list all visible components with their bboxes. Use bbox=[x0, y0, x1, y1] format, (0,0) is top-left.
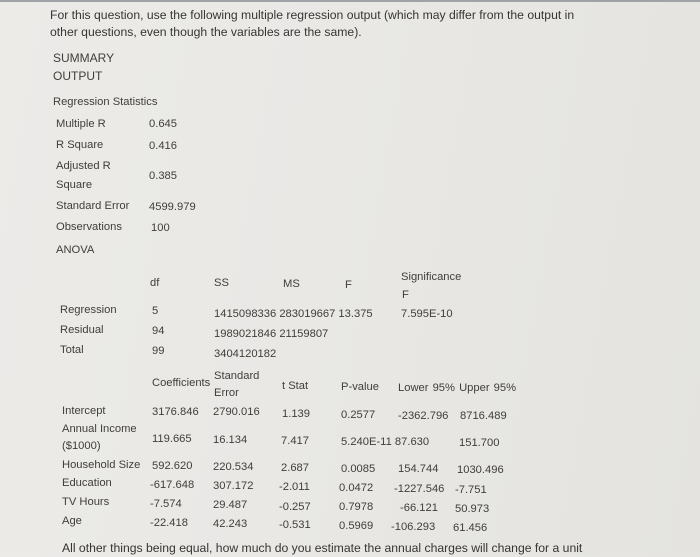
coef-row-label-annual-income-1: Annual Income bbox=[62, 423, 137, 435]
coef-income-p-lower: 5.240E-11 87.630 bbox=[341, 436, 430, 448]
coef-age-upper: 61.456 bbox=[453, 522, 488, 534]
anova-header-ss: SS bbox=[214, 277, 229, 289]
anova-total-ss: 3404120182 bbox=[214, 348, 277, 360]
coef-row-label-education: Education bbox=[62, 477, 112, 489]
coef-row-label-intercept: Intercept bbox=[62, 405, 106, 417]
anova-header-significance: Significance bbox=[401, 271, 462, 283]
coef-intercept-coef: 3176.846 bbox=[152, 406, 199, 418]
coef-intercept-upper: 8716.489 bbox=[460, 410, 507, 422]
coef-row-label-household-size: Household Size bbox=[62, 459, 141, 471]
coef-age-lower: -106.293 bbox=[391, 521, 436, 533]
coef-education-coef: -617.648 bbox=[150, 479, 195, 491]
summary-label-2: OUTPUT bbox=[53, 69, 103, 83]
coef-intercept-lower: -2362.796 bbox=[398, 410, 449, 422]
stat-label-adjusted-r-1: Adjusted R bbox=[56, 160, 111, 172]
stat-value-adjusted-r-square: 0.385 bbox=[149, 170, 177, 182]
coef-tv-upper: 50.973 bbox=[455, 503, 490, 515]
anova-header-significance-f: F bbox=[402, 289, 409, 301]
stat-value-r-square: 0.416 bbox=[149, 140, 177, 152]
coef-income-t: 7.417 bbox=[281, 435, 309, 447]
anova-header-df: df bbox=[150, 277, 160, 289]
coef-row-label-annual-income-2: ($1000) bbox=[62, 440, 101, 452]
coef-intercept-se: 2790.016 bbox=[213, 406, 260, 418]
coef-income-upper: 151.700 bbox=[459, 437, 500, 449]
coef-household-se: 220.534 bbox=[213, 461, 254, 473]
anova-residual-ss-ms: 1989021846 21159807 bbox=[214, 328, 329, 340]
coef-age-t: -0.531 bbox=[279, 519, 311, 531]
follow-up-question: All other things being equal, how much do you estimate the annual charges will change for a unit bbox=[62, 541, 583, 555]
stat-label-observations: Observations bbox=[56, 221, 122, 233]
coef-age-p: 0.5969 bbox=[339, 520, 374, 532]
summary-label-1: SUMMARY bbox=[53, 51, 115, 65]
coef-header-coefficients: Coefficients bbox=[152, 377, 211, 389]
anova-regression-significance: 7.595E-10 bbox=[401, 308, 453, 320]
coef-row-label-tv-hours: TV Hours bbox=[62, 496, 110, 508]
coef-header-t-stat: t Stat bbox=[282, 380, 309, 392]
regression-statistics-heading: Regression Statistics bbox=[53, 96, 158, 108]
coef-education-upper: -7.751 bbox=[455, 484, 487, 496]
anova-header-f: F bbox=[345, 279, 352, 291]
coef-row-label-age: Age bbox=[62, 515, 82, 527]
coef-household-coef: 592.620 bbox=[152, 460, 193, 472]
coef-tv-t: -0.257 bbox=[279, 501, 311, 513]
anova-heading: ANOVA bbox=[56, 244, 95, 256]
coef-header-error: Error bbox=[214, 387, 239, 399]
coef-household-lower: 154.744 bbox=[398, 463, 439, 475]
coef-income-coef: 119.665 bbox=[152, 433, 192, 445]
anova-regression-df: 5 bbox=[152, 305, 159, 317]
coef-education-p: 0.0472 bbox=[339, 482, 374, 494]
anova-row-label-regression: Regression bbox=[60, 304, 117, 316]
anova-regression-ss-ms-f: 1415098336 283019667 13.375 bbox=[214, 308, 373, 320]
coef-intercept-t: 1.139 bbox=[282, 408, 310, 420]
coef-header-standard: Standard bbox=[214, 370, 260, 382]
coef-tv-coef: -7.574 bbox=[150, 498, 182, 510]
coef-age-coef: -22.418 bbox=[150, 517, 188, 529]
stat-label-standard-error: Standard Error bbox=[56, 200, 130, 212]
coef-education-se: 307.172 bbox=[213, 480, 254, 492]
anova-row-label-total: Total bbox=[60, 344, 84, 356]
coef-tv-lower: -66.121 bbox=[400, 502, 438, 514]
coef-income-se: 16.134 bbox=[213, 434, 248, 446]
coef-household-upper: 1030.496 bbox=[457, 464, 504, 476]
question-line-2: other questions, even though the variables are the same). bbox=[50, 25, 362, 39]
coef-household-p: 0.0085 bbox=[341, 463, 376, 475]
coef-education-t: -2.011 bbox=[279, 481, 310, 493]
coef-age-se: 42.243 bbox=[213, 518, 248, 530]
stat-value-standard-error: 4599.979 bbox=[149, 201, 196, 213]
stat-label-r-square: R Square bbox=[56, 139, 104, 151]
anova-residual-df: 94 bbox=[152, 325, 165, 337]
stat-label-adjusted-r-2: Square bbox=[56, 179, 93, 191]
coef-tv-se: 29.487 bbox=[213, 499, 248, 511]
anova-total-df: 99 bbox=[152, 345, 165, 357]
coef-header-p-value: P-value bbox=[341, 381, 379, 393]
coef-header-lower-upper: Lower 95% Upper 95% bbox=[398, 382, 517, 394]
question-line-1: For this question, use the following multiple regression output (which may differ from the output in bbox=[50, 8, 575, 22]
anova-header-ms: MS bbox=[283, 278, 300, 290]
stat-value-observations: 100 bbox=[151, 222, 170, 234]
stat-value-multiple-r: 0.645 bbox=[149, 118, 177, 130]
stat-label-multiple-r: Multiple R bbox=[56, 118, 106, 130]
coef-education-lower: -1227.546 bbox=[394, 483, 445, 495]
coef-household-t: 2.687 bbox=[281, 462, 309, 474]
coef-intercept-p: 0.2577 bbox=[341, 409, 376, 421]
coef-tv-p: 0.7978 bbox=[339, 501, 374, 513]
top-border bbox=[0, 0, 700, 2]
anova-row-label-residual: Residual bbox=[60, 324, 104, 336]
